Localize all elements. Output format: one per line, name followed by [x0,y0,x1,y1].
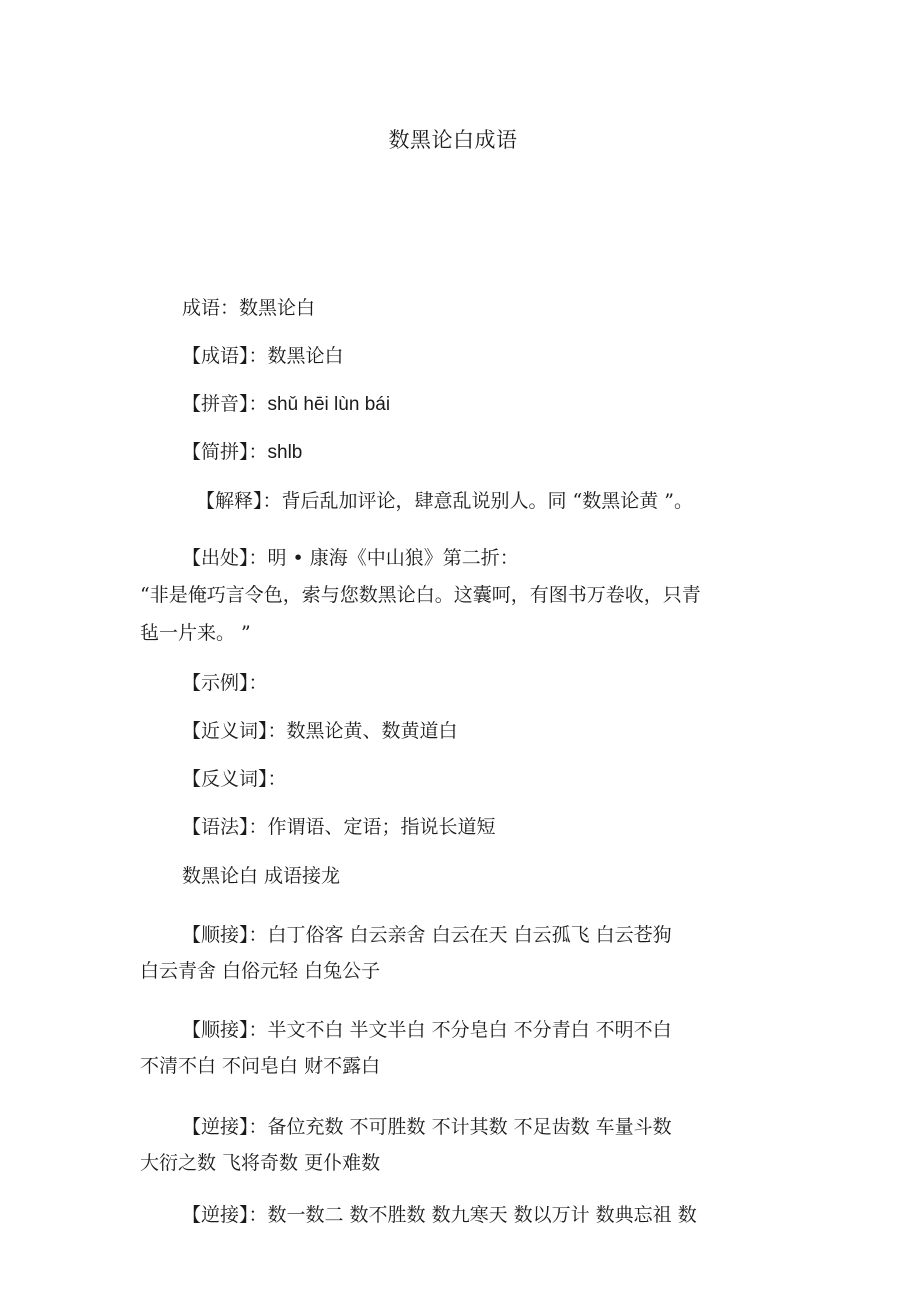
fanyici-label: 【反义词】： [182,768,287,790]
jielong-row-3-line1 [182,1115,672,1139]
jielong-words: 半文不白 半文半白 不分皂白 不分青白 不明不白 [267,1019,672,1041]
jielong-words: 备位充数 不可胜数 不计其数 不足齿数 车量斗数 [267,1116,672,1138]
jielong-row-1-line2: 白云青舍 白俗元轻 白兔公子 [140,960,381,982]
jielong-label: 【逆接】： [182,1204,268,1226]
jinyici-label: 【近义词】： [182,720,287,742]
chuchu-value: 明 • 康海《中山狼》第二折： [267,547,519,569]
page-title: 数黑论白成语 [388,128,518,152]
jianpin-label: 【简拼】： [182,441,268,463]
chuchu-quote-line1: “非是俺巧言令色，索与您数黑论白。这囊呵，有图书万卷收，只青 [140,584,701,606]
jielong-words: 数一数二 数不胜数 数九寒天 数以万计 数典忘祖 数 [267,1204,697,1226]
jielong-label: 【逆接】： [182,1116,268,1138]
jielong-label: 【顺接】： [182,1019,268,1041]
pinyin-label: 【拼音】： [182,393,268,415]
pinyin-value: shǔ hēi lùn bái [267,394,391,415]
jielong-words: 白丁俗客 白云亲舍 白云在天 白云孤飞 白云苍狗 [267,924,672,946]
pinyin-entry [182,392,390,417]
shili-label: 【示例】： [182,672,268,694]
yufa-entry [182,815,496,839]
jielong-row-2-line1 [182,1018,672,1042]
fanyici-entry [182,767,287,791]
chuchu-quote-line2: 毡一片来。 ” [140,622,251,644]
yufa-label: 【语法】： [182,816,268,838]
jielong-heading: 数黑论白 成语接龙 [182,865,341,887]
shili-entry [182,671,268,695]
jielong-row-2-line2: 不清不白 不问皂白 财不露白 [140,1055,381,1077]
chuchu-entry [182,546,519,570]
jianpin-value: shlb [267,442,303,463]
jinyici-value: 数黑论黄、数黄道白 [286,720,458,742]
chengyu-entry [182,344,344,368]
intro-line: 成语：数黑论白 [182,297,316,319]
jielong-label: 【顺接】： [182,924,268,946]
jianpin-entry [182,440,302,465]
chuchu-label: 【出处】： [182,547,268,569]
jielong-row-3-line2: 大衍之数 飞将奇数 更仆难数 [140,1152,381,1174]
chengyu-label: 【成语】： [182,345,268,367]
chengyu-value: 数黑论白 [267,345,344,367]
jielong-row-1-line1 [182,923,672,947]
jieshi-value: 背后乱加评论，肆意乱说别人。同 “数黑论黄 ”。 [281,490,694,512]
yufa-value: 作谓语、定语；指说长道短 [267,816,496,838]
jielong-row-4-line1 [182,1203,697,1227]
jieshi-entry [196,489,693,513]
jinyici-entry [182,719,458,743]
jieshi-label: 【解释】： [196,490,282,512]
